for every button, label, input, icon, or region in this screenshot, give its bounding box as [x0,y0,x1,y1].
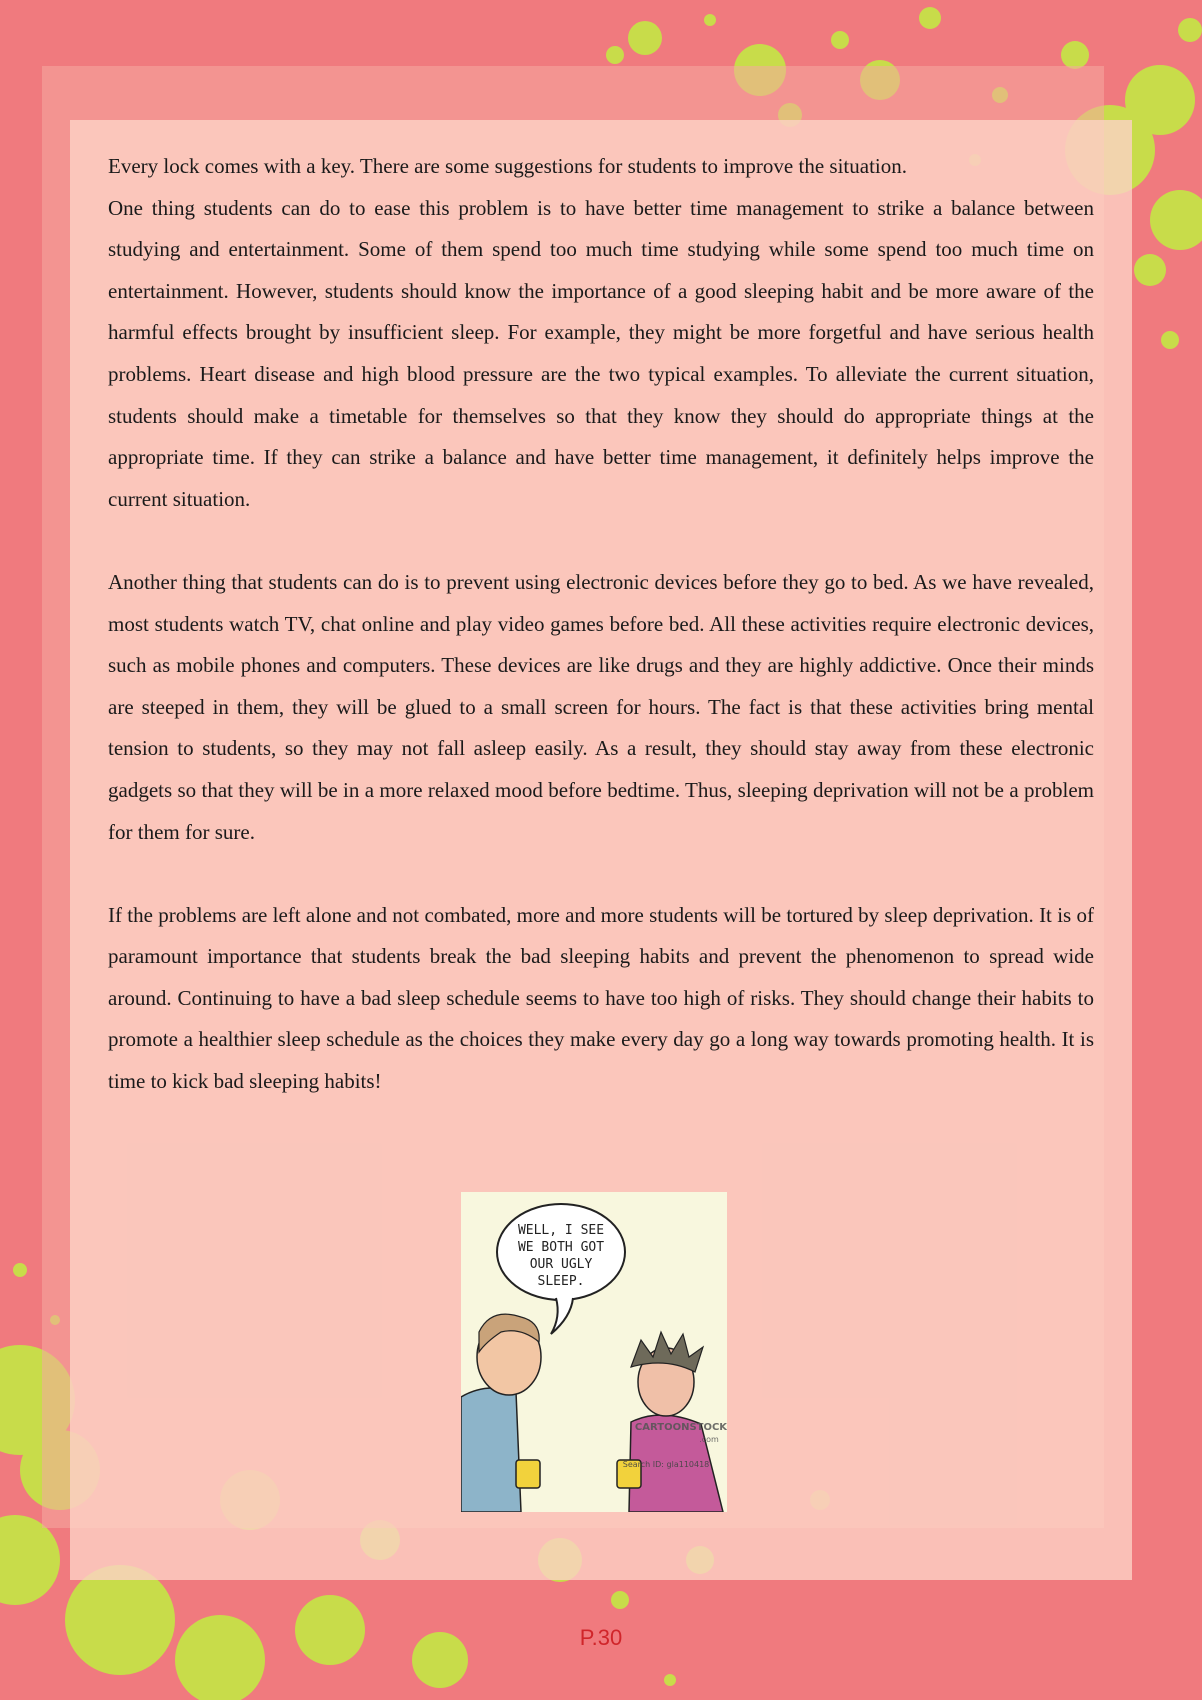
man-shirt [461,1388,521,1512]
cartoon-illustration [461,1192,727,1512]
cartoon-search-id: Search ID: gla110418 [622,1460,710,1469]
speech-line-4: SLEEP. [537,1274,585,1289]
sleep-cartoon [461,1192,727,1512]
page-number: P.30 [579,1625,623,1650]
intro-sentence: Every lock comes with a key. There are some suggestions for students to improve the situation. [108,154,907,178]
paragraph-time-management: One thing students can do to ease this problem is to have better time management to strike a balance between studying and entertainment. Some of them spend too much time studying while some spend too much time on entertainment. However, students should know the importance of a good sleeping habit and be more aware of the harmful effects brought by insufficient sleep. For example, they might be more forgetful and have serious health problems. Heart disease and high blood pressure are the two typical examples. To alleviate the current situation, students should make a timetable for themselves so that they know they should do appropriate things at the appropriate time. If they can strike a balance and have better time management, it definitely helps improve the current situation. [108,195,1094,511]
cartoon-watermark: CARTOONSTOCK [634,1422,727,1433]
speech-line-1: WELL, I SEE [517,1223,605,1238]
man-mug [516,1460,540,1488]
speech-line-3: OUR UGLY [529,1257,593,1272]
cartoon-watermark-domain: .com [699,1435,719,1444]
speech-line-2: WE BOTH GOT [517,1240,605,1255]
paragraph-conclusion: If the problems are left alone and not combated, more and more students will be tortured by sleep deprivation. It is of paramount importance that students break the bad sleeping habits and prevent the phenomenon to spread wide around. Continuing to have a bad sleep schedule seems to have too high of risks. They should change their habits to promote a healthier sleep schedule as the choices they make every day go a long way towards promoting health. It is time to kick bad sleeping habits! [108,902,1094,1094]
paragraph-electronic-devices: Another thing that students can do is to prevent using electronic devices before they go to bed. As we have revealed, most students watch TV, chat online and play video games before bed. All these activities require electronic devices, such as mobile phones and computers. These devices are like drugs and they are highly addictive. Once their minds are steeped in them, they will be glued to a small screen for hours. The fact is that these activities bring mental tension to students, so they may not fall asleep easily. As a result, they should stay away from these electronic gadgets so that they will be in a more relaxed mood before bedtime. Thus, sleeping deprivation will not be a problem for them for sure. [108,569,1094,844]
article-body [108,146,1094,1103]
